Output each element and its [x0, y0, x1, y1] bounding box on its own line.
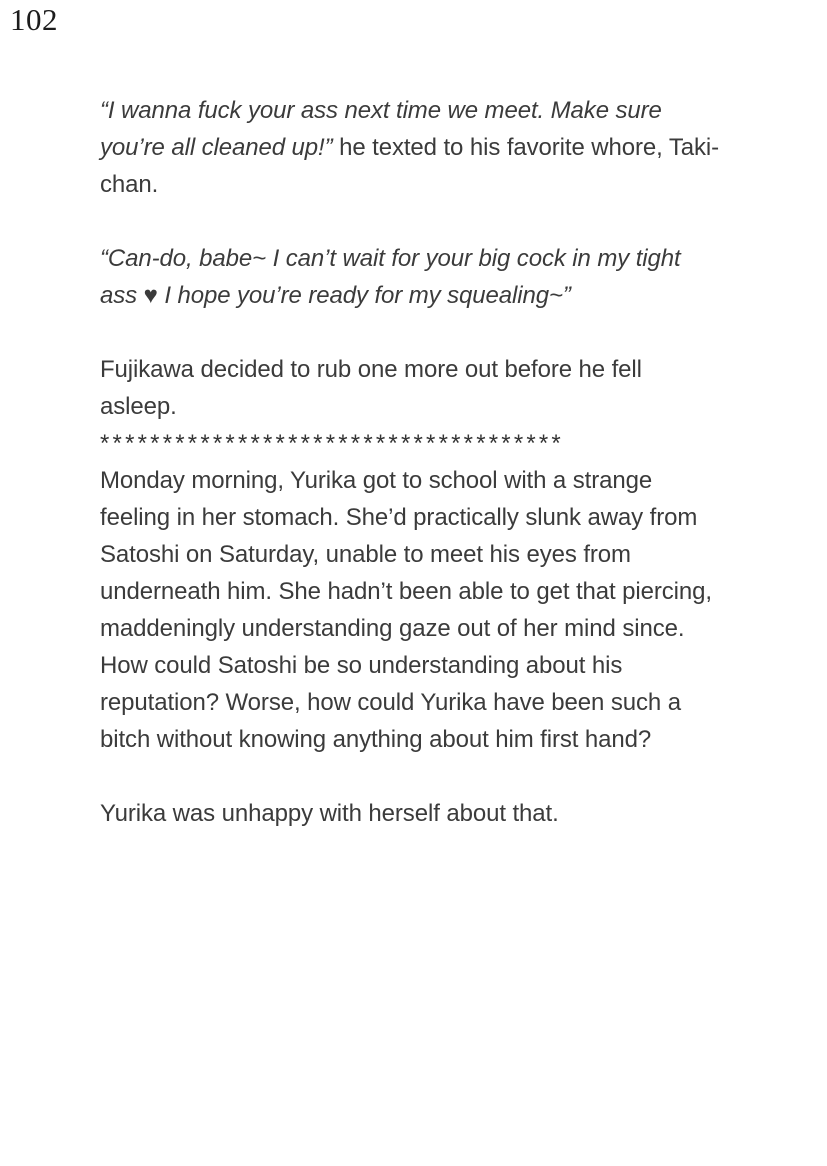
paragraph-narration-2: Monday morning, Yurika got to school with a strange feeling in her stomach. She’d practically slunk away from Satoshi on Saturday, unable to meet his eyes from underneath him. She hadn’t been able to get that piercing, maddeningly understanding gaze out of her mind since. How could Satoshi be so understanding about his reputation? Worse, how could Yurika have been such a bitch without knowing anything about him first hand?	[100, 467, 712, 753]
page-number: 102	[10, 2, 58, 37]
paragraph-narration-3: Yurika was unhappy with herself about that.	[100, 800, 559, 827]
attribution-text: he texted to his favorite whore, Taki-chan.	[100, 134, 720, 198]
quoted-text-message: “I wanna fuck your ass next time we meet. Make sure you’re all cleaned up!”	[100, 97, 662, 161]
paragraph-text-message-reply: “Can-do, babe~ I can’t wait for your big cock in my tight ass ♥ I hope you’re ready for my squealing~”	[100, 245, 681, 309]
scene-break-separator: *************************************	[100, 430, 564, 457]
paragraph-narration-1: Fujikawa decided to rub one more out before he fell asleep.	[100, 356, 642, 420]
text-block	[100, 92, 722, 832]
paragraph-text-message-sent	[100, 92, 722, 203]
